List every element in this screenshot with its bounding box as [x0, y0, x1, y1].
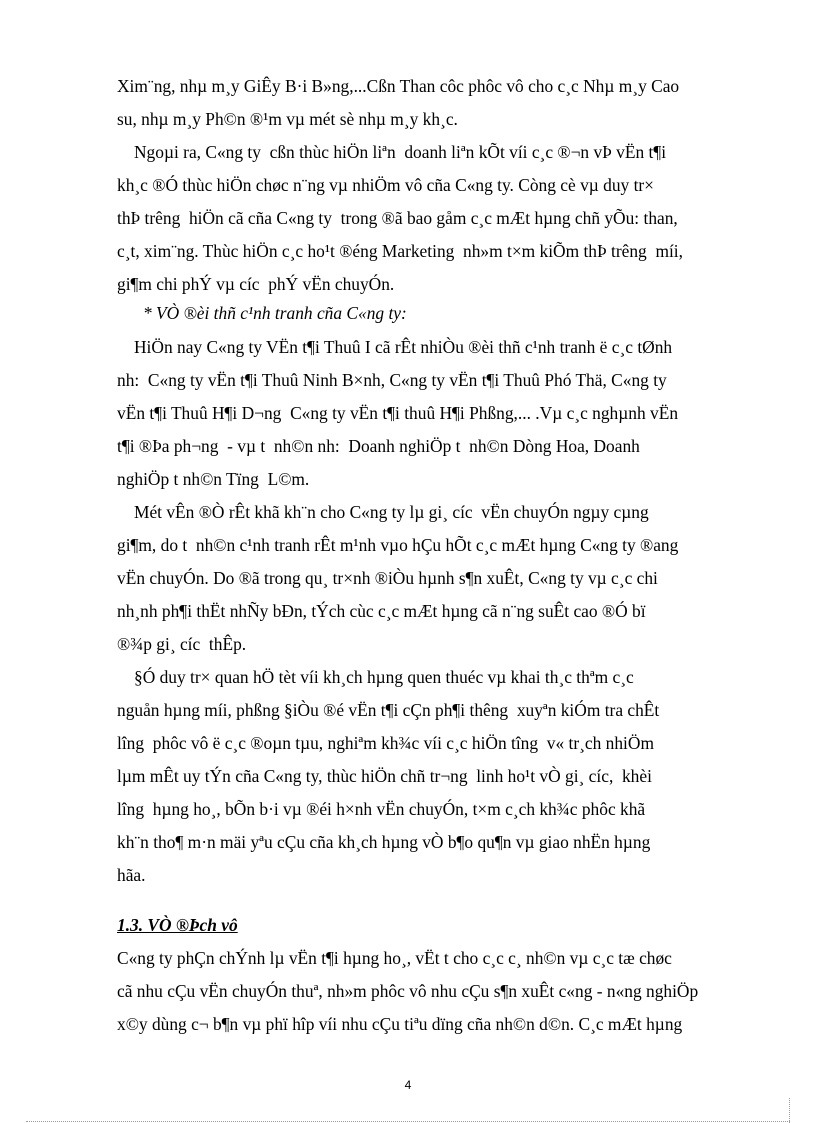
text-line: Xim¨ng, nhµ m¸y GiÊy B·i B»ng,...Cßn Than côc phôc vô cho c¸c Nhµ m¸y Cao: [117, 76, 680, 96]
text-line: hãa.: [117, 865, 146, 885]
text-line: nguån hµng míi, phßng §iÒu ®é vËn t¶i cÇn ph¶i thêng xuyªn kiÓm tra chÊt: [117, 700, 660, 720]
text-line: su, nhµ m¸y Ph©n ®¹m vµ mét sè nhµ m¸y kh¸c.: [117, 109, 458, 129]
text-line: Ngoµi ra, C«ng ty cßn thùc hiÖn liªn doanh liªn kÕt víi c¸c ®¬n vÞ vËn t¶i: [134, 142, 667, 162]
page-boundary-line: [26, 1121, 790, 1122]
subheading-competitors: * VÒ ®èi thñ c¹nh tranh cña C«ng ty:: [143, 303, 407, 323]
text-line: nh: C«ng ty vËn t¶i Thuû Ninh B×nh, C«ng ty vËn t¶i Thuû Phó Thä, C«ng ty: [117, 370, 667, 390]
text-line: nghiÖp t nh©n Tïng L©m.: [117, 469, 310, 489]
text-line: C«ng ty phÇn chÝnh lµ vËn t¶i hµng ho¸, vËt t cho c¸c c¸ nh©n vµ c¸c tæ chøc: [117, 948, 672, 968]
text-line: §Ó duy tr× quan hÖ tèt víi kh¸ch hµng quen thuéc vµ khai th¸c thªm c¸c: [134, 667, 634, 687]
text-line: gi¶m chi phÝ vµ cíc phÝ vËn chuyÓn.: [117, 274, 395, 294]
text-line: kh¨n tho¶ m·n mäi yªu cÇu cña kh¸ch hµng vÒ b¶o qu¶n vµ giao nhËn hµng: [117, 832, 651, 852]
text-line: c¸t, xim¨ng. Thùc hiÖn c¸c ho¹t ®éng Marketing nh»m t×m kiÕm thÞ trêng míi,: [117, 241, 683, 261]
page-number: 4: [404, 1078, 412, 1092]
text-line: lµm mÊt uy tÝn cña C«ng ty, thùc hiÖn chñ tr¬ng linh ho¹t vÒ gi¸ cíc, khèi: [117, 766, 652, 786]
text-line: HiÖn nay C«ng ty VËn t¶i Thuû I cã rÊt nhiÒu ®èi thñ c¹nh tranh ë c¸c tØnh: [134, 337, 673, 357]
text-line: lîng hµng ho¸, bÕn b·i vµ ®éi h×nh vËn chuyÓn, t×m c¸ch kh¾c phôc khã: [117, 799, 646, 819]
text-line: ®¾p gi¸ cíc thÊp.: [117, 634, 247, 654]
text-line: Mét vÊn ®Ò rÊt khã kh¨n cho C«ng ty lµ gi¸ cíc vËn chuyÓn ngµy cµng: [134, 502, 649, 522]
text-line: nh¸nh ph¶i thËt nhÑy bÐn, tÝch cùc c¸c mÆt hµng cã n¨ng suÊt cao ®Ó bï: [117, 601, 646, 621]
section-heading: 1.3. VÒ ®Þch vô: [117, 915, 238, 935]
text-line: x©y dùng c¬ b¶n vµ phï hîp víi nhu cÇu tiªu dïng cña nh©n d©n. C¸c mÆt hµng: [117, 1014, 683, 1034]
text-line: lîng phôc vô ë c¸c ®oµn tµu, nghiªm kh¾c víi c¸c hiÖn tîng v« tr¸ch nhiÖm: [117, 733, 654, 753]
text-line: thÞ trêng hiÖn cã cña C«ng ty trong ®ã bao gåm c¸c mÆt hµng chñ yÕu: than,: [117, 208, 678, 228]
text-line: cã nhu cÇu vËn chuyÓn thuª, nh»m phôc vô nhu cÇu s¶n xuÊt c«ng - n«ng nghiÖp: [117, 981, 699, 1001]
text-line: vËn chuyÓn. Do ®ã trong qu¸ tr×nh ®iÒu hµnh s¶n xuÊt, C«ng ty vµ c¸c chi: [117, 568, 658, 588]
text-line: vËn t¶i Thuû H¶i D¬ng C«ng ty vËn t¶i thuû H¶i Phßng,... .Vµ c¸c nghµnh vËn: [117, 403, 679, 423]
text-line: t¶i ®Þa ph¬ng - vµ t nh©n nh: Doanh nghiÖp t nh©n Dòng Hoa, Doanh: [117, 436, 640, 456]
text-line: gi¶m, do t nh©n c¹nh tranh rÊt m¹nh vµo hÇu hÕt c¸c mÆt hµng C«ng ty ®ang: [117, 535, 679, 555]
page-boundary-corner: [789, 1098, 790, 1123]
text-line: kh¸c ®Ó thùc hiÖn chøc n¨ng vµ nhiÖm vô cña C«ng ty. Còng cè vµ duy tr×: [117, 175, 654, 195]
